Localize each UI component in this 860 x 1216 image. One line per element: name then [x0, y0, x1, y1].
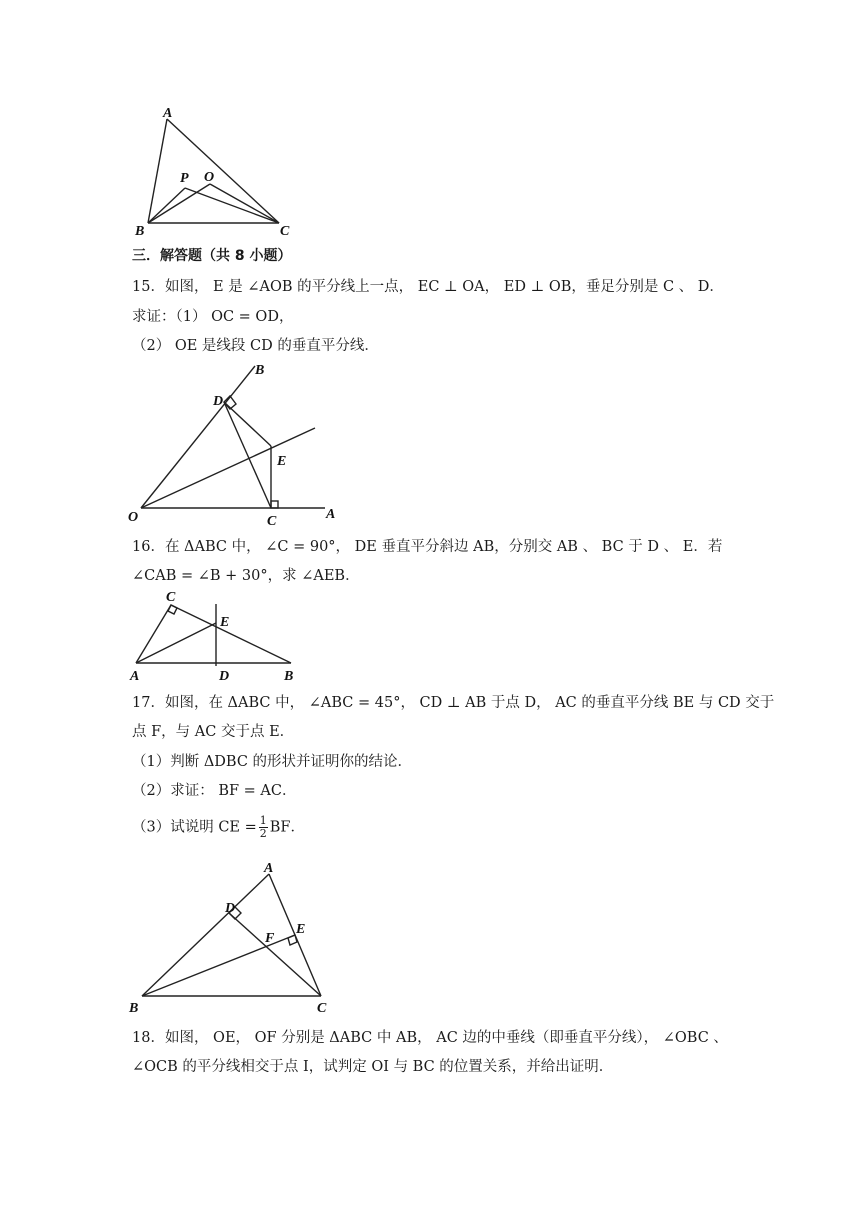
right-angle-c	[168, 605, 177, 614]
label-a: A	[130, 669, 140, 684]
label-d: D	[225, 901, 236, 916]
segment-oc	[210, 184, 279, 223]
label-c: C	[166, 590, 176, 605]
label-p: P	[180, 171, 189, 186]
segment-pc	[185, 188, 279, 223]
q16-line2: ∠CAB = ∠B + 30°，求 ∠AEB．	[132, 568, 360, 584]
figure-q16	[128, 586, 308, 686]
label-a: A	[326, 507, 336, 522]
label-b: B	[284, 669, 294, 684]
figure-q15	[125, 360, 350, 530]
figure-q14	[128, 104, 308, 240]
q18-line1-text: 如图， OE， OF 分别是 ΔABC 中 AB， AC 边的中垂线（即垂直平分线）， ∠OBC 、	[164, 1030, 728, 1046]
segment-dc	[224, 402, 271, 508]
q16-number: 16．	[132, 539, 165, 555]
fraction-numerator: 1	[259, 814, 267, 827]
label-d: D	[219, 669, 230, 684]
q17-line1	[132, 693, 774, 713]
q15-stem	[132, 277, 724, 297]
q17-part3-pre: （3）试说明 CE =	[132, 819, 257, 836]
label-d: D	[213, 394, 224, 409]
figure-q17	[126, 854, 341, 1019]
side-cb	[171, 605, 291, 663]
label-c: C	[267, 514, 277, 529]
right-angle-c	[271, 501, 278, 508]
label-b: B	[255, 363, 265, 378]
segment-bo	[148, 184, 210, 223]
q17-line2: 点 F，与 AC 交于点 E．	[132, 724, 295, 740]
side-ba	[142, 874, 269, 996]
label-f: F	[265, 931, 275, 946]
q16-line1	[132, 537, 722, 557]
q17-part2: （2）求证： BF = AC．	[132, 783, 297, 799]
label-c: C	[280, 224, 290, 239]
label-o: O	[128, 510, 139, 525]
q15-stem-text: 如图， E 是 ∠AOB 的平分线上一点， EC ⊥ OA， ED ⊥ OB，垂足分别是 C 、 D．	[164, 279, 724, 295]
fraction-denominator: 2	[259, 827, 267, 840]
label-a: A	[163, 106, 173, 121]
q18-number: 18．	[132, 1030, 165, 1046]
q16-line1-text: 在 ΔABC 中， ∠C = 90°， DE 垂直平分斜边 AB，分别交 AB 、 BC 于 D 、 E．若	[164, 539, 723, 555]
ray-ob	[141, 366, 255, 508]
altitude-cd	[229, 913, 321, 996]
q17-part1: （1）判断 ΔDBC 的形状并证明你的结论．	[132, 754, 413, 770]
q15-part2: （2） OE 是线段 CD 的垂直平分线．	[132, 338, 379, 354]
q18-line1	[132, 1028, 728, 1048]
q17-number: 17．	[132, 695, 165, 711]
bisector-oe	[141, 428, 315, 508]
q17-line1-text: 如图，在 ΔABC 中， ∠ABC = 45°， CD ⊥ AB 于点 D， AC 的垂直平分线 BE 与 CD 交于	[164, 695, 775, 711]
fraction-one-half	[259, 815, 268, 840]
label-e: E	[296, 922, 306, 937]
q18-line2: ∠OCB 的平分线相交于点 I，试判定 OI 与 BC 的位置关系，并给出证明．	[132, 1059, 614, 1075]
label-c: C	[317, 1001, 327, 1016]
label-b: B	[129, 1001, 139, 1016]
label-e: E	[277, 454, 287, 469]
q17-part3	[132, 815, 305, 840]
section-title: 三．解答题（共 8 小题）	[132, 248, 292, 264]
q15-number: 15．	[132, 279, 165, 295]
label-a: A	[264, 861, 274, 876]
q15-part1: 求证：（1） OC = OD，	[132, 309, 294, 325]
label-b: B	[135, 224, 145, 239]
label-e: E	[220, 615, 230, 630]
label-o: O	[204, 170, 215, 185]
q17-part3-post: BF．	[269, 819, 305, 836]
